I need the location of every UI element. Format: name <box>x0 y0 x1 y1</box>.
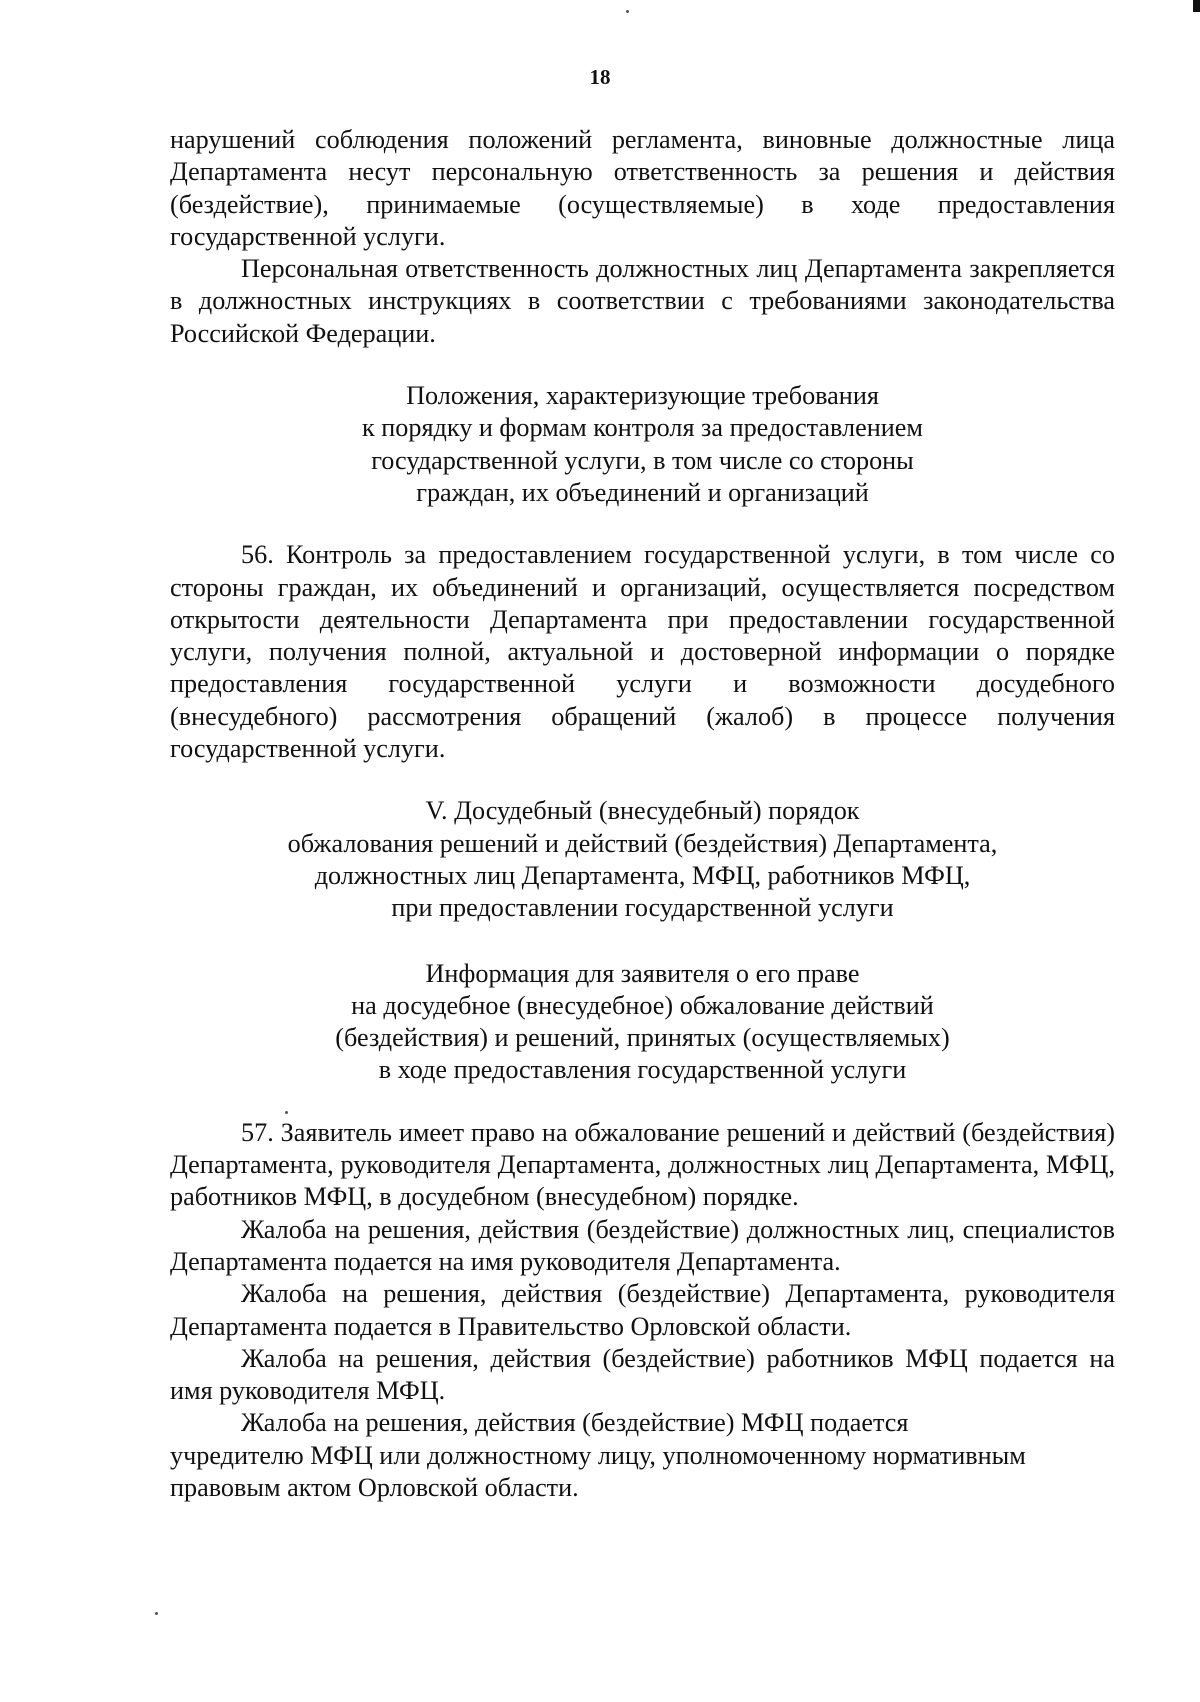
paragraph-complaint-mfc <box>170 1407 1115 1504</box>
heading-line: на досудебное (внесудебное) обжалование действий <box>351 990 934 1020</box>
scan-speck <box>155 1612 158 1615</box>
heading-line: в ходе предоставления государственной услуги <box>378 1055 907 1085</box>
paragraph-line: Жалоба на решения, действия (бездействие) МФЦ подается <box>241 1408 909 1438</box>
paragraph-line: учредителю МФЦ или должностному лицу, уполномоченному нормативным <box>170 1440 1026 1470</box>
heading-line: Положения, характеризующие требования <box>406 381 879 411</box>
heading-line: должностных лиц Департамента, МФЦ, работников МФЦ, <box>314 860 971 890</box>
heading-line: при предоставлении государственной услуги <box>391 893 894 923</box>
heading-line: государственной услуги, в том числе со стороны <box>371 445 914 475</box>
section-heading-appeal-right <box>170 958 1115 1087</box>
paragraph-complaint-mfc-workers: Жалоба на решения, действия (бездействие) работников МФЦ подается на имя руководителя МФЦ. <box>170 1343 1115 1406</box>
paragraph-continuation: нарушений соблюдения положений регламента, виновные должностные лица Департамента несут персональную ответственность за решения и действия (бездействие), принимаемые (осуществляемые) в ходе предоставления государственной услуги. <box>170 125 1115 251</box>
chapter-heading-v <box>170 795 1115 924</box>
paragraph-complaint-specialists: Жалоба на решения, действия (бездействие) должностных лиц, специалистов Департамента подается на имя руководителя Департамента. <box>170 1214 1115 1276</box>
document-body <box>170 124 1115 1504</box>
heading-line: (бездействия) и решений, принятых (осуществляемых) <box>335 1023 950 1053</box>
scan-corner-mark <box>1193 0 1200 12</box>
scan-speck <box>626 10 629 13</box>
heading-line: к порядку и формам контроля за предоставлением <box>362 413 923 443</box>
heading-line: V. Досудебный (внесудебный) порядок <box>425 796 860 826</box>
page-number: 18 <box>589 65 611 89</box>
section-heading-control <box>170 380 1115 509</box>
paragraph-56: 56. Контроль за предоставлением государственной услуги, в том числе со стороны граждан, их объединений и организаций, осуществляется посредством открытости деятельности Департамента при предоставлении государственной услуги, получения полной, актуальной и достоверной информации о порядке предоставления государственной услуги и возможности досудебного (внесудебного) рассмотрения обращений (жалоб) в процессе получения государственной услуги. <box>170 540 1115 764</box>
paragraph-personal-responsibility: Персональная ответственность должностных лиц Департамента закрепляется в должностных инструкциях в соответствии с требованиями законодательства Российской Федерации. <box>170 254 1115 348</box>
heading-line: граждан, их объединений и организаций <box>416 477 869 507</box>
paragraph-complaint-department: Жалоба на решения, действия (бездействие) Департамента, руководителя Департамента подается в Правительство Орловской области. <box>170 1279 1115 1341</box>
paragraph-57: 57. Заявитель имеет право на обжалование решений и действий (бездействия) Департамента, руководителя Департамента, должностных лиц Департамента, МФЦ, работников МФЦ, в досудебном (внесудебном) порядке. <box>170 1117 1115 1212</box>
heading-line: Информация для заявителя о его праве <box>425 958 860 988</box>
heading-line: обжалования решений и действий (бездействия) Департамента, <box>287 828 998 858</box>
paragraph-line: правовым актом Орловской области. <box>170 1472 579 1502</box>
